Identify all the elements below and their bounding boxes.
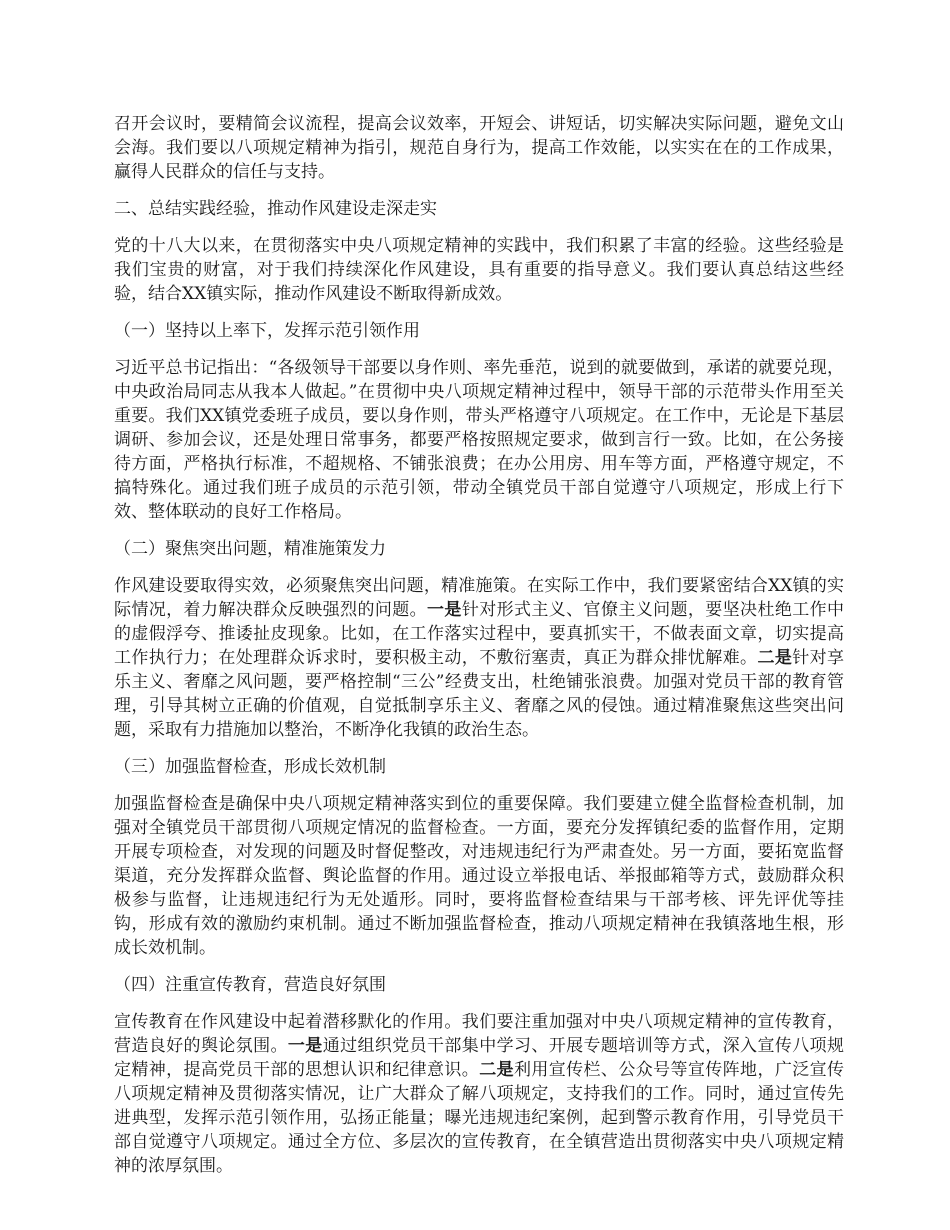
paragraph-leadership-example: 习近平总书记指出：“各级领导干部要以身作则、率先垂范，说到的就要做到，承诺的就要兑现，中央政治局同志从我本人做起。”在贯彻中央八项规定精神过程中，领导干部的示范带头作用至关重要。我们XX镇党委班子成员，要以身作则，带头严格遵守八项规定。在工作中，无论是下基层调研、参加会议，还是处理日常事务，都要严格按照规定要求，做到言行一致。比如，在公务接待方面，严格执行标准，不超规格、不铺张浪费；在办公用房、用车等方面，严格遵守规定，不搞特殊化。通过我们班子成员的示范引领，带动全镇党员干部自觉遵守八项规定，形成上行下效、整体联动的良好工作格局。 <box>114 358 844 522</box>
text-run: 宣传教育在作风建设中起着潜移默化的作用。我们要注重加强对中央八项规定精神的宣传教育，营造良好的舆论氛围。 <box>114 1012 844 1056</box>
emphasis-second: 二是 <box>479 1060 514 1080</box>
text-run: 作风建设要取得实效，必须聚焦突出问题，精准施策。在实际工作中，我们要紧密结合XX镇的实际情况，着力解决群众反映强烈的问题。 <box>114 576 844 620</box>
text-run: 针对形式主义、官僚主义问题，要坚决杜绝工作中的虚假浮夸、推诿扯皮现象。比如，在工作落实过程中，要真抓实干，不做表面文章，切实提高工作执行力；在处理群众诉求时，要积极主动，不敷衍塞责，真正为群众排忧解难。 <box>114 600 845 668</box>
subsection-heading-4: （四）注重宣传教育，营造良好氛围 <box>114 975 386 995</box>
emphasis-first: 一是 <box>287 1036 323 1056</box>
emphasis-second: 二是 <box>757 648 793 668</box>
paragraph-meeting: 召开会议时，要精简会议流程，提高会议效率，开短会、讲短话，切实解决实际问题，避免文山会海。我们要以八项规定精神为指引，规范自身行为，提高工作效能，以实实在在的工作成果，赢得人民群众的信任与支持。 <box>114 114 844 182</box>
paragraph-focus-problems <box>114 574 844 742</box>
document-body <box>114 112 844 1191</box>
text-run: 针对享乐主义、奢靡之风问题，要严格控制“三公”经费支出，杜绝铺张浪费。加强对党员干部的教育管理，引导其树立正确的价值观，自觉抵制享乐主义、奢靡之风的侵蚀。通过精准聚焦这些突出问题，采取有力措施加以整治，不断净化我镇的政治生态。 <box>114 648 844 740</box>
subsection-heading-2: （二）聚焦突出问题，精准施策发力 <box>114 539 386 559</box>
paragraph-publicity <box>114 1010 844 1178</box>
emphasis-first: 一是 <box>427 600 462 620</box>
subsection-heading-1: （一）坚持以上率下，发挥示范引领作用 <box>114 321 420 341</box>
text-run: 利用宣传栏、公众号等宣传阵地，广泛宣传八项规定精神及贯彻落实情况，让广大群众了解八项规定，支持我们的工作。同时，通过宣传先进典型，发挥示范引领作用，弘扬正能量；曝光违规违纪案例，起到警示教育作用，引导党员干部自觉遵守八项规定。通过全方位、多层次的宣传教育，在全镇营造出贯彻落实中央八项规定精神的浓厚氛围。 <box>114 1060 845 1176</box>
subsection-heading-3: （三）加强监督检查，形成长效机制 <box>114 757 386 777</box>
paragraph-supervision: 加强监督检查是确保中央八项规定精神落实到位的重要保障。我们要建立健全监督检查机制，加强对全镇党员干部贯彻八项规定情况的监督检查。一方面，要充分发挥镇纪委的监督作用，定期开展专项检查，对发现的问题及时督促整改，对违规违纪行为严肃查处。另一方面，要拓宽监督渠道，充分发挥群众监督、舆论监督的作用。通过设立举报电话、举报邮箱等方式，鼓励群众积极参与监督，让违规违纪行为无处遁形。同时，要将监督检查结果与干部考核、评先评优等挂钩，形成有效的激励约束机制。通过不断加强监督检查，推动八项规定精神在我镇落地生根，形成长效机制。 <box>114 794 844 958</box>
text-run: 通过组织党员干部集中学习、开展专题培训等方式，深入宣传八项规定精神，提高党员干部的思想认识和纪律意识。 <box>114 1036 845 1080</box>
section-heading-2: 二、总结实践经验，推动作风建设走深走实 <box>114 199 437 219</box>
paragraph-experience: 党的十八大以来，在贯彻落实中央八项规定精神的实践中，我们积累了丰富的经验。这些经验是我们宝贵的财富，对于我们持续深化作风建设，具有重要的指导意义。我们要认真总结这些经验，结合XX镇实际，推动作风建设不断取得新成效。 <box>114 236 844 304</box>
